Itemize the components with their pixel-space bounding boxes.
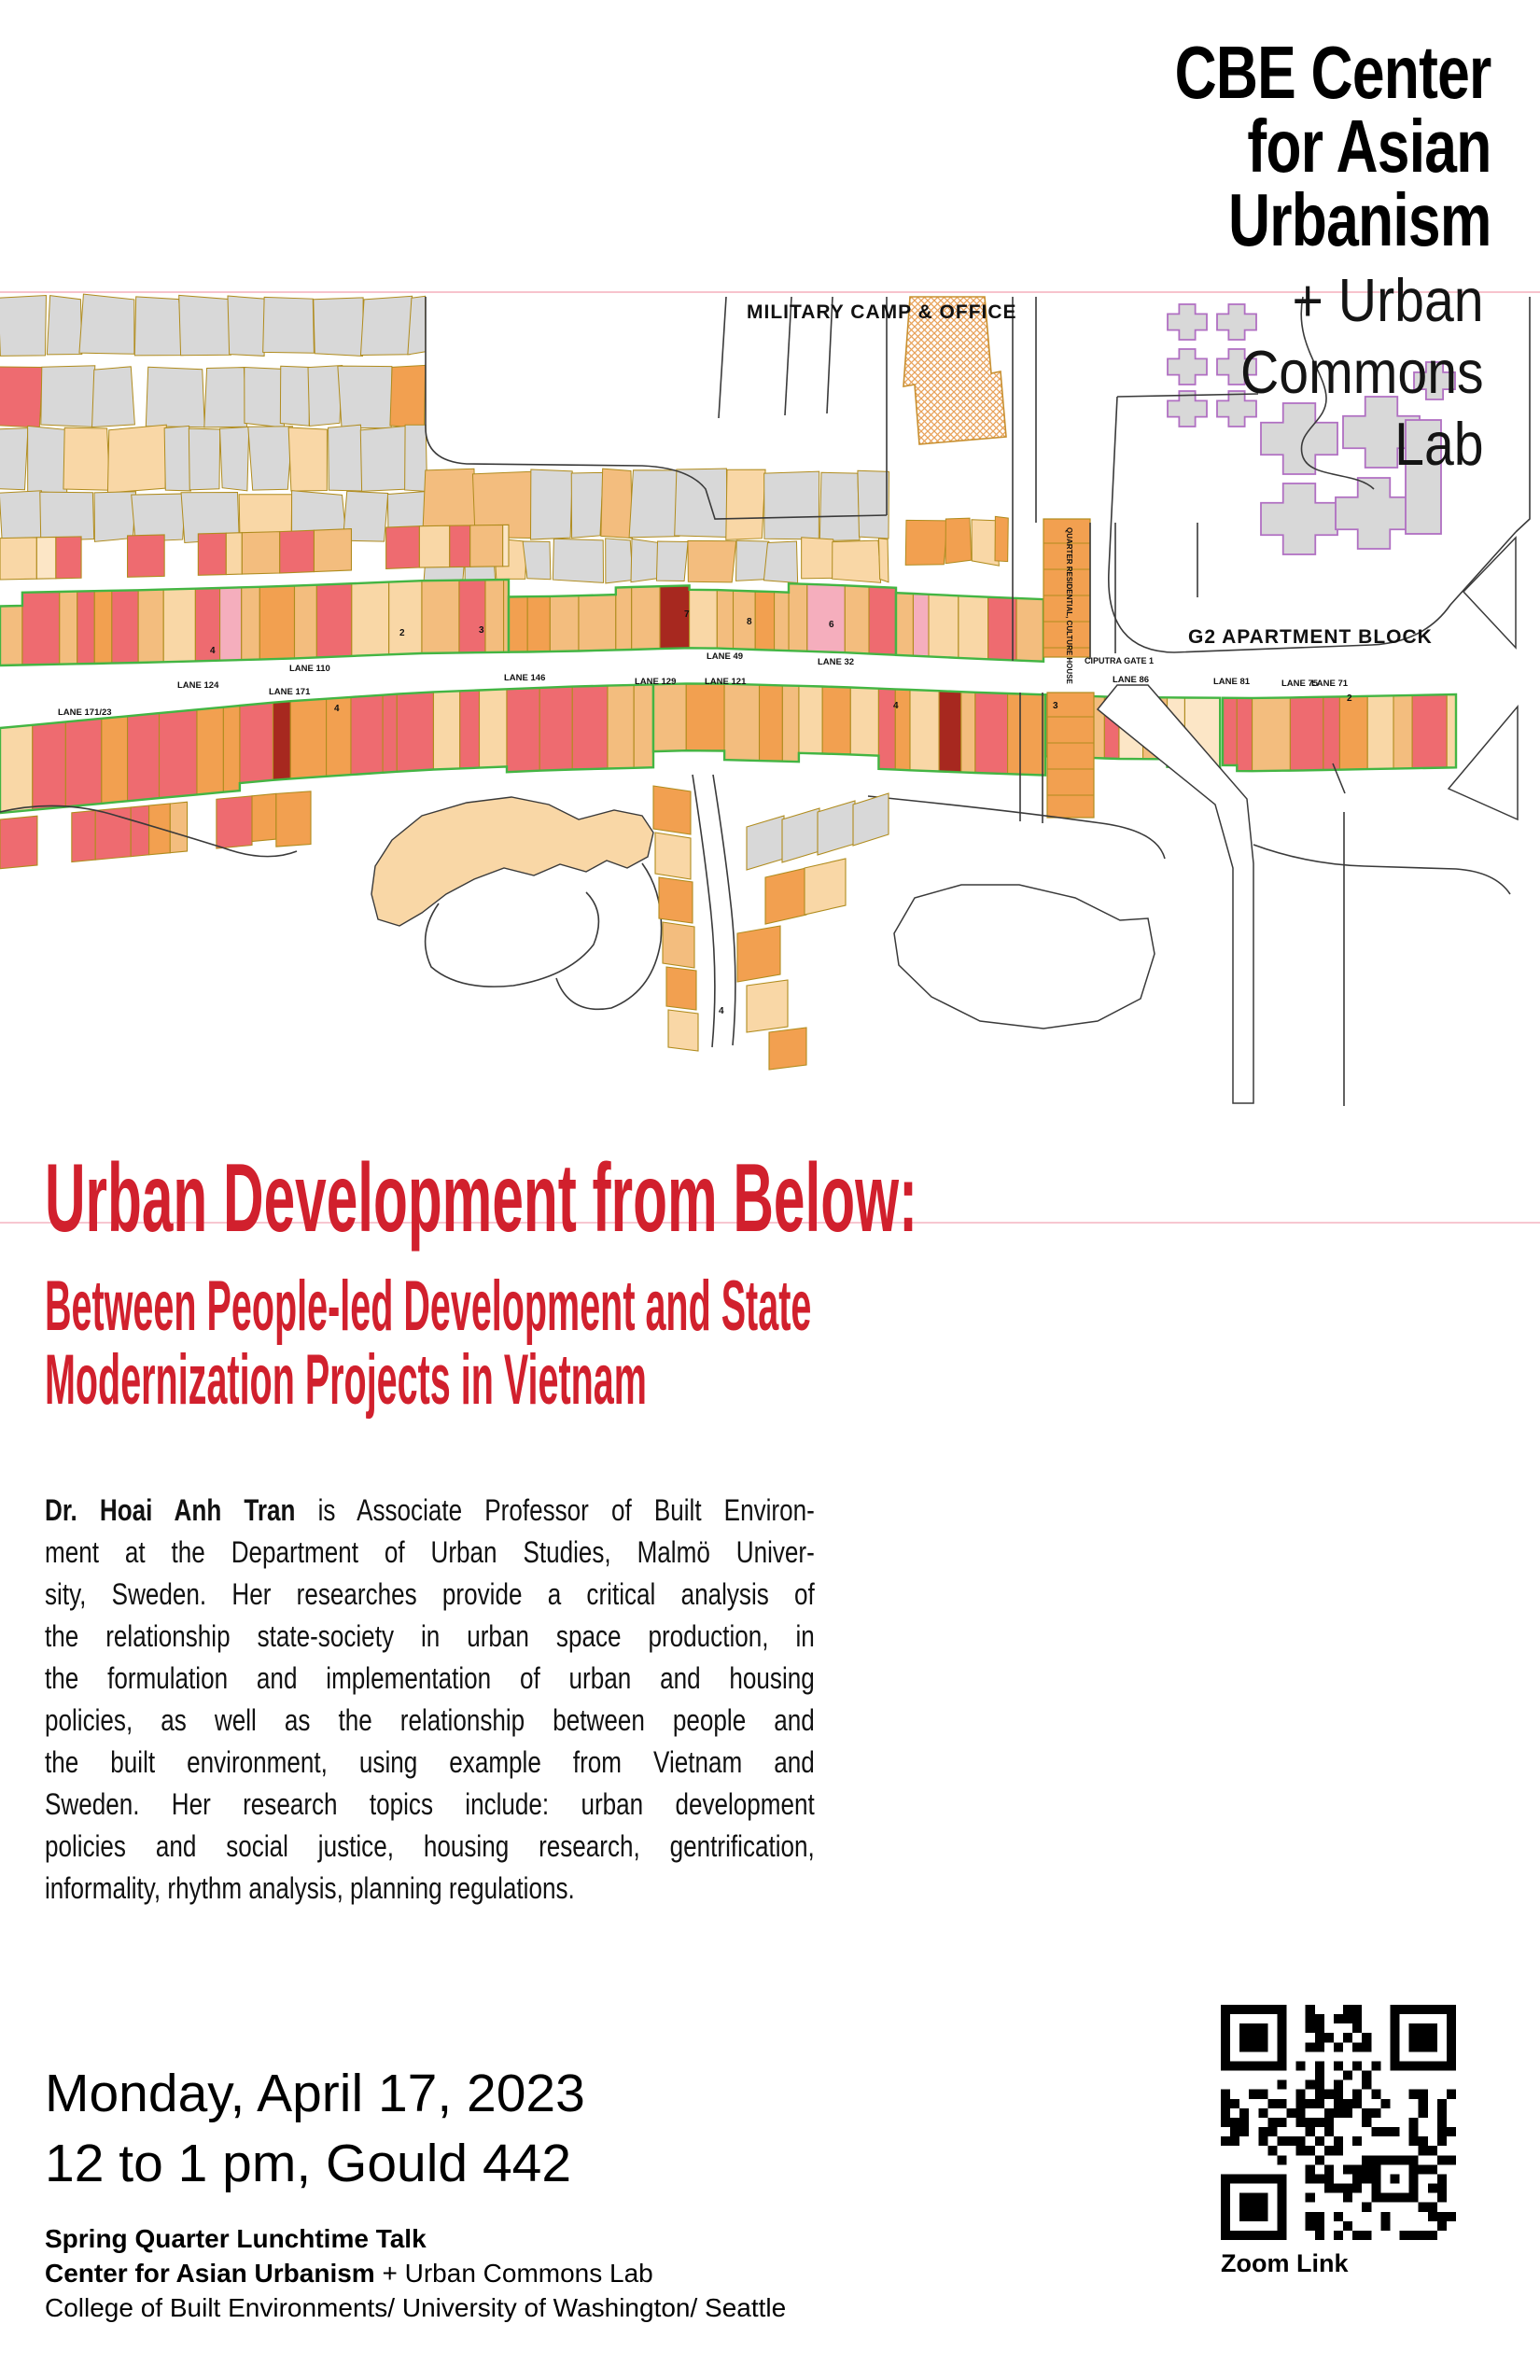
org-name-bold [1175,31,1491,261]
qr-code[interactable] [1221,2005,1456,2240]
qr-label: Zoom Link [1221,2249,1349,2277]
org-line-1: CBE Center [1175,31,1491,114]
title-block [45,1144,1540,1420]
event-time-place: 12 to 1 pm, Gould 442 [45,2134,572,2193]
lane-label-12: LANE 75 [1281,679,1319,689]
speaker-bio [45,1490,815,1910]
org-line-4: + Urban [1292,266,1485,334]
bio-line-2: ment at the Department of Urban Studies, Malmö Univer- [45,1535,815,1569]
lane-label-8: LANE 129 [635,677,677,687]
map-area-label-2: G2 APARTMENT BLOCK [1188,626,1433,648]
map-area-label-1: MILITARY CAMP & OFFICE [747,301,1017,323]
header [1085,31,1491,480]
bio-line-7: the built environment, using example from Vietnam and [45,1745,815,1779]
subtitle-line-2: Modernization Projects in Vietnam [45,1340,647,1420]
parcel-number-2: 4 [334,704,340,714]
college-line: College of Built Environments/ University of Washington/ Seattle [45,2293,787,2322]
parcel-number-11: 4 [719,1006,724,1016]
qr-wrap [1221,2005,1456,2245]
lane-label-10: LANE 86 [1113,675,1150,685]
parcel-number-8: 4 [893,701,899,711]
event-details [45,2059,585,2199]
speaker-name: Dr. Hoai Anh Tran [45,1493,296,1527]
series-name: Spring Quarter Lunchtime Talk [45,2224,427,2253]
lane-label-9: LANE 121 [705,677,747,687]
bio-line-6: policies, as well as the relationship between people and [45,1703,815,1737]
org-line-2: for Asian [1247,105,1491,188]
parcel-number-3: 2 [399,628,405,638]
event-date: Monday, April 17, 2023 [45,2064,585,2123]
lane-label-3: LANE 49 [707,651,744,662]
parcel-number-6: 8 [747,617,752,627]
lane-label-4: LANE 32 [818,657,855,667]
host-org-bold: Center for Asian Urbanism [45,2259,375,2288]
lane-label-7: LANE 146 [504,673,546,683]
org-line-5: Commons [1240,338,1485,406]
org-line-6: Lab [1394,410,1485,478]
lane-label-5: LANE 171/23 [58,707,112,718]
bio-line-10: informality, rhythm analysis, planning regulations. [45,1871,575,1905]
parcel-number-10: 2 [1347,693,1352,704]
map-area-label-3: CIPUTRA GATE 1 [1085,656,1155,665]
parcel-number-5: 7 [684,609,690,620]
lane-label-1: LANE 124 [177,680,219,691]
host-org-rest: + Urban Commons Lab [374,2259,653,2288]
parcel-number-4: 3 [479,625,484,636]
bio-line-4: the relationship state-society in urban space production, in [45,1619,815,1653]
parcel-number-1: 4 [210,646,216,656]
footer [45,2221,786,2325]
subtitle-line-1: Between People-led Development and State [45,1267,812,1346]
bio-line-1: Dr. Hoai Anh Tran is Associate Professor of Built Environ- [45,1493,815,1527]
lane-label-11: LANE 81 [1213,677,1251,687]
parcel-number-7: 6 [829,620,834,630]
bio-line-8: Sweden. Her research topics include: urban development [45,1787,815,1821]
lane-label-2: LANE 110 [289,664,330,674]
org-line-3: Urbanism [1228,178,1491,261]
bio-line-3: sity, Sweden. Her researches provide a critical analysis of [45,1577,815,1611]
map-area-label-4: QUARTER RESIDENTIAL, CULTURE HOUSE [1065,527,1073,684]
bio-line-9: policies and social justice, housing research, gentrification, [45,1829,815,1863]
page-title: Urban Development from Below: [45,1144,918,1253]
org-name-light [1135,264,1491,480]
bio-line-5: the formulation and implementation of urban and housing [45,1661,815,1695]
host-orgs [45,2256,786,2290]
lane-label-13: LANE 71 [1311,679,1349,689]
parcel-number-9: 3 [1053,701,1058,711]
lane-label-6: LANE 171 [269,687,311,697]
